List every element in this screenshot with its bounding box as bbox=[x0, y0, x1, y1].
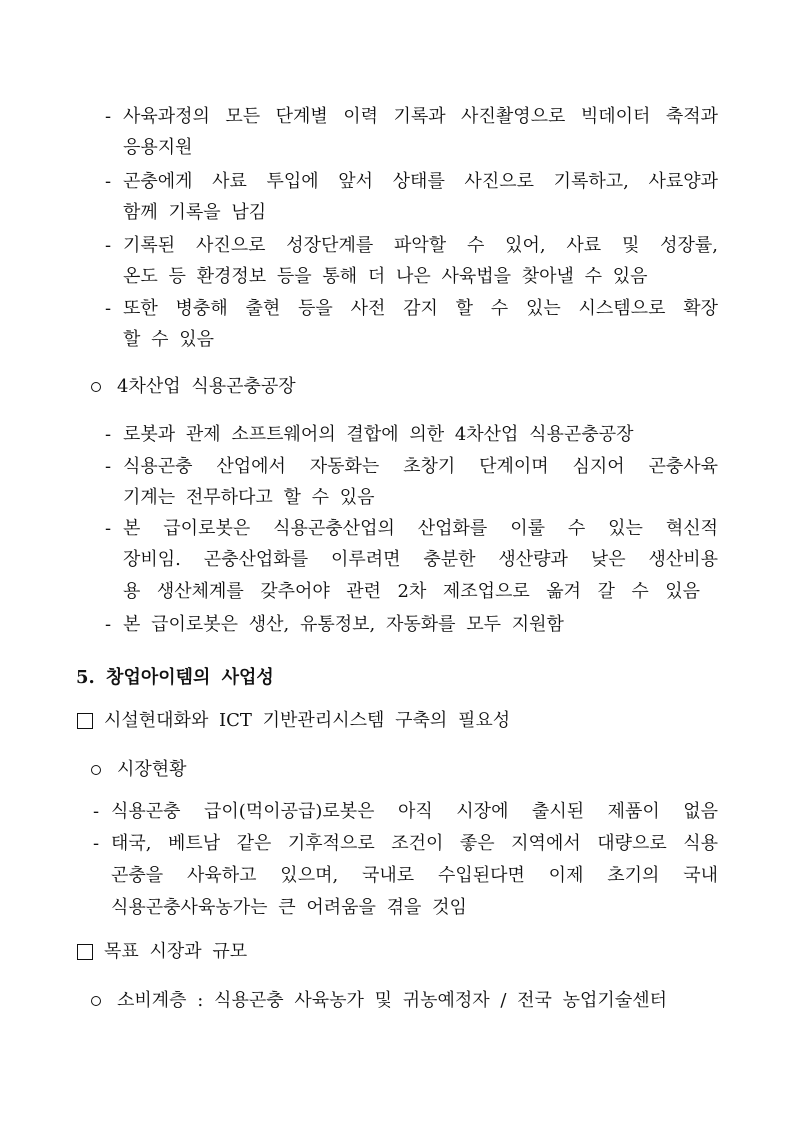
list-dash: - bbox=[105, 106, 112, 127]
circle-bullet-icon bbox=[91, 382, 101, 392]
list-dash: - bbox=[105, 235, 112, 256]
list-item-text: 식용곤충사육농가는 큰 어려움을 겪을 것임 bbox=[111, 897, 467, 918]
list-dash: - bbox=[105, 171, 112, 192]
box-title: 목표 시장과 규모 bbox=[104, 941, 248, 962]
list-item-text: 할 수 있음 bbox=[123, 329, 214, 350]
list-item-text: 곤충에게 사료 투입에 앞서 상태를 사진으로 기록하고, 사료양과 bbox=[123, 171, 718, 192]
section-subtitle: 4차산업 식용곤충공장 bbox=[117, 376, 296, 397]
list-item-text: 기계는 전무하다고 할 수 있음 bbox=[123, 487, 375, 508]
list-item-text: 기록된 사진으로 성장단계를 파악할 수 있어, 사료 및 성장률, bbox=[123, 235, 718, 256]
list-item-text: 태국, 베트남 같은 기후적으로 조건이 좋은 지역에서 대량으로 식용 bbox=[111, 833, 718, 854]
section-heading: 5. 창업아이템의 사업성 bbox=[76, 667, 274, 688]
list-dash: - bbox=[105, 456, 112, 477]
list-item-text: 용 생산체계를 갖추어야 관련 2차 제조업으로 옮겨 갈 수 있음 bbox=[123, 581, 700, 602]
list-dash: - bbox=[105, 614, 112, 635]
circle-bullet-icon bbox=[91, 996, 101, 1006]
list-item-text: 또한 병충해 출현 등을 사전 감지 할 수 있는 시스템으로 확장 bbox=[123, 298, 718, 319]
list-item-text: 사육과정의 모든 단계별 이력 기록과 사진촬영으로 빅데이터 축적과 bbox=[123, 106, 718, 127]
checkbox-square-icon bbox=[77, 713, 93, 729]
box-title: 시설현대화와 ICT 기반관리시스템 구축의 필요성 bbox=[104, 710, 511, 731]
list-item-text: 식용곤충 급이(먹이공급)로봇은 아직 시장에 출시된 제품이 없음 bbox=[111, 801, 718, 822]
checkbox-square-icon bbox=[77, 944, 93, 960]
section-subtitle: 시장현황 bbox=[117, 759, 187, 780]
list-item-text: 본 급이로봇은 생산, 유통정보, 자동화를 모두 지원함 bbox=[123, 614, 564, 635]
list-dash: - bbox=[105, 424, 112, 445]
list-item-text: 응용지원 bbox=[123, 137, 193, 158]
list-dash: - bbox=[93, 833, 100, 854]
list-dash: - bbox=[105, 518, 112, 539]
list-dash: - bbox=[93, 801, 100, 822]
list-item-text: 본 급이로봇은 식용곤충산업의 산업화를 이룰 수 있는 혁신적 bbox=[123, 518, 718, 539]
list-item-text: 장비임. 곤충산업화를 이루려면 충분한 생산량과 낮은 생산비용 bbox=[123, 549, 718, 570]
list-item-text: 함께 기록을 남김 bbox=[123, 202, 267, 223]
list-item-text: 곤충을 사육하고 있으며, 국내로 수입된다면 이제 초기의 국내 bbox=[111, 865, 718, 886]
section-subtitle: 소비계층 : 식용곤충 사육농가 및 귀농예정자 / 전국 농업기술센터 bbox=[117, 990, 667, 1011]
circle-bullet-icon bbox=[91, 765, 101, 775]
list-item-text: 온도 등 환경정보 등을 통해 더 나은 사육법을 찾아낼 수 있음 bbox=[123, 266, 648, 287]
list-dash: - bbox=[105, 298, 112, 319]
list-item-text: 로봇과 관제 소프트웨어의 결합에 의한 4차산업 식용곤충공장 bbox=[123, 424, 634, 445]
list-item-text: 식용곤충 산업에서 자동화는 초창기 단계이며 심지어 곤충사육 bbox=[123, 456, 718, 477]
